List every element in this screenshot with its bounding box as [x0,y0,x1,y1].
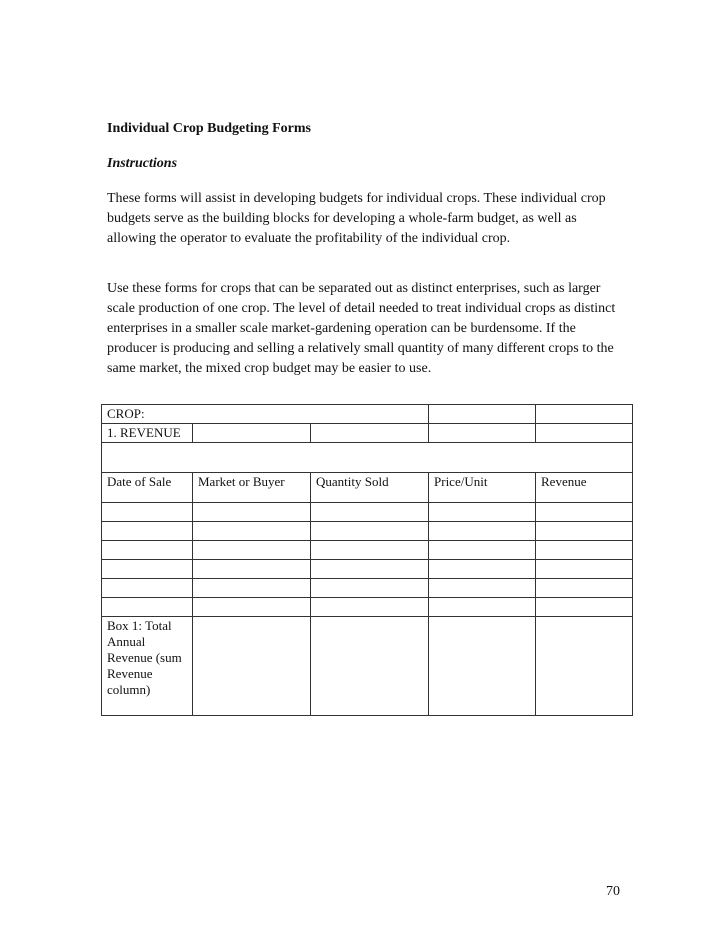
total-row [102,617,633,716]
date-cell[interactable] [102,541,193,560]
revenue-cell[interactable] [536,522,633,541]
market-cell[interactable] [193,598,311,617]
total-cell-5[interactable] [536,617,633,716]
date-cell[interactable] [102,503,193,522]
table-row [102,541,633,560]
quantity-cell[interactable] [311,579,429,598]
header-price-unit: Price/Unit [429,473,536,503]
table-row [102,598,633,617]
header-date-of-sale: Date of Sale [102,473,193,503]
instructions-paragraph-1: These forms will assist in developing budgets for individual crops. These individual crop budgets serve as the building blocks for developing a whole-farm budget, as well as allowing the operator to evaluate the profitability of the individual crop. [107,191,606,246]
date-cell[interactable] [102,560,193,579]
instructions-heading: Instructions [107,156,178,171]
market-cell[interactable] [193,579,311,598]
quantity-cell[interactable] [311,541,429,560]
revenue-budget-table [101,404,633,716]
date-cell[interactable] [102,522,193,541]
market-cell[interactable] [193,560,311,579]
revenue-cell-3[interactable] [311,424,429,443]
table-row [102,560,633,579]
price-cell[interactable] [429,560,536,579]
date-cell[interactable] [102,579,193,598]
revenue-cell[interactable] [536,598,633,617]
table-row [102,579,633,598]
header-quantity-sold: Quantity Sold [311,473,429,503]
total-cell-3[interactable] [311,617,429,716]
revenue-cell-4[interactable] [429,424,536,443]
price-cell[interactable] [429,598,536,617]
table-row [102,522,633,541]
revenue-cell[interactable] [536,579,633,598]
market-cell[interactable] [193,522,311,541]
crop-row [102,405,633,424]
quantity-cell[interactable] [311,522,429,541]
revenue-section-row [102,424,633,443]
revenue-label-cell: 1. REVENUE [102,424,193,443]
blank-cell[interactable] [102,443,633,473]
header-revenue: Revenue [536,473,633,503]
blank-row [102,443,633,473]
page-title: Individual Crop Budgeting Forms [107,121,311,136]
quantity-cell[interactable] [311,598,429,617]
revenue-cell-5[interactable] [536,424,633,443]
market-cell[interactable] [193,503,311,522]
total-cell-2[interactable] [193,617,311,716]
price-cell[interactable] [429,503,536,522]
revenue-cell[interactable] [536,503,633,522]
price-cell[interactable] [429,522,536,541]
price-cell[interactable] [429,541,536,560]
column-header-row [102,473,633,503]
revenue-cell[interactable] [536,560,633,579]
crop-label-cell[interactable]: CROP: [102,405,429,424]
page-number: 70 [606,884,620,899]
table-row [102,503,633,522]
quantity-cell[interactable] [311,503,429,522]
total-annual-revenue-label: Box 1: Total Annual Revenue (sum Revenue column) [102,617,193,716]
header-market-or-buyer: Market or Buyer [193,473,311,503]
crop-cell-4[interactable] [429,405,536,424]
market-cell[interactable] [193,541,311,560]
quantity-cell[interactable] [311,560,429,579]
price-cell[interactable] [429,579,536,598]
revenue-cell[interactable] [536,541,633,560]
total-cell-4[interactable] [429,617,536,716]
revenue-cell-2[interactable] [193,424,311,443]
date-cell[interactable] [102,598,193,617]
crop-cell-5[interactable] [536,405,633,424]
instructions-paragraph-2: Use these forms for crops that can be separated out as distinct enterprises, such as larger scale production of one crop. The level of detail needed to treat individual crops as distinct enterprises in a smaller scale market-gardening operation can be burdensome. If the producer is producing and selling a relatively small quantity of many different crops to the same market, the mixed crop budget may be easier to use. [107,281,616,376]
